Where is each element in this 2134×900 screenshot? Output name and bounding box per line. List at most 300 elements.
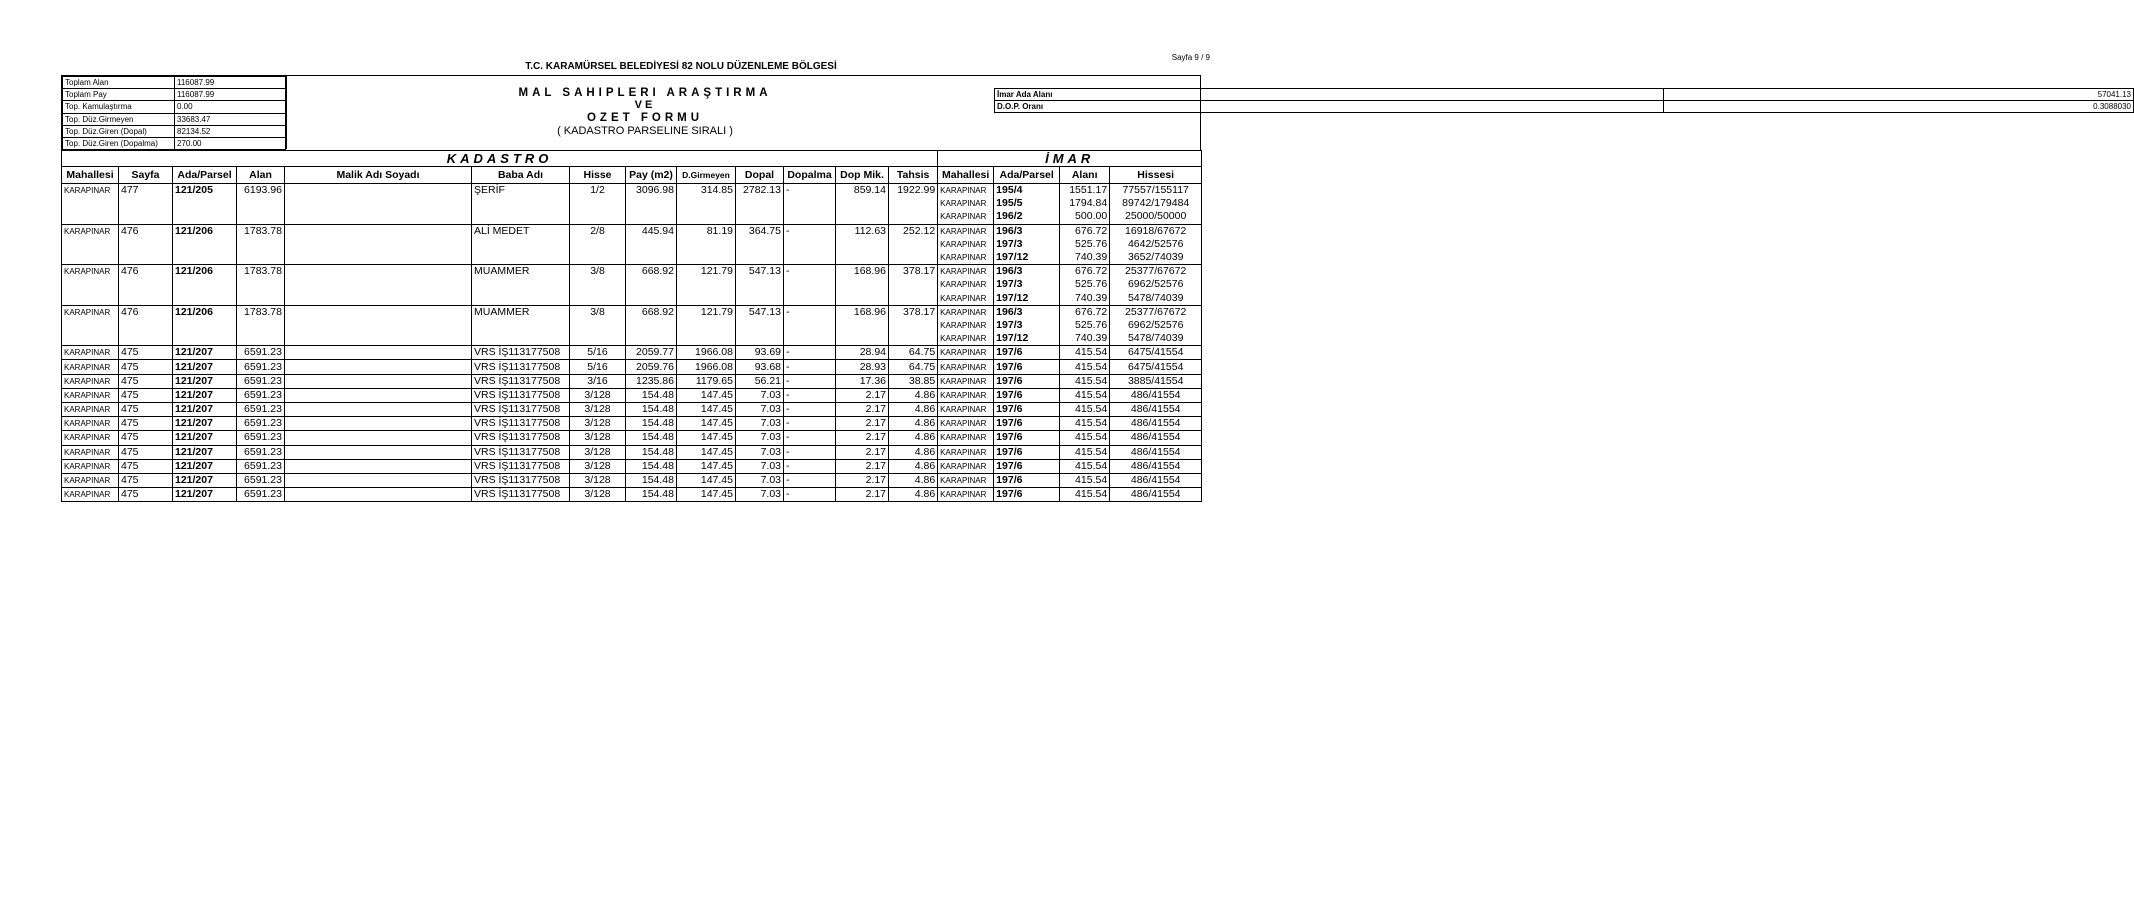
table-cell: 7.03 [736, 431, 784, 445]
table-cell: KARAPINAR [62, 473, 119, 487]
table-cell: 486/41554 [1110, 459, 1202, 473]
table-row [62, 224, 1202, 238]
table-cell [285, 332, 472, 346]
column-header: Ada/Parsel [994, 167, 1060, 184]
table-cell: KARAPINAR [938, 346, 994, 360]
table-cell [889, 332, 938, 346]
table-cell: 121/205 [173, 184, 237, 198]
table-cell: 475 [119, 488, 173, 502]
table-row [62, 459, 1202, 473]
table-cell: 3/128 [570, 388, 626, 402]
table-cell: - [784, 224, 836, 238]
table-cell: KARAPINAR [62, 488, 119, 502]
table-cell [736, 319, 784, 332]
table-cell [570, 319, 626, 332]
table-cell [285, 459, 472, 473]
table-row [62, 332, 1202, 346]
table-cell: 195/4 [994, 184, 1060, 198]
table-cell: 500.00 [1060, 210, 1110, 224]
table-cell [736, 197, 784, 210]
table-cell [285, 278, 472, 291]
table-cell: 676.72 [1060, 265, 1110, 279]
table-cell: 2.17 [836, 488, 889, 502]
table-cell: 154.48 [626, 388, 677, 402]
table-cell [889, 210, 938, 224]
table-cell: 197/6 [994, 346, 1060, 360]
table-cell [285, 224, 472, 238]
table-cell: 475 [119, 459, 173, 473]
table-cell: 121/207 [173, 346, 237, 360]
table-cell: KARAPINAR [62, 431, 119, 445]
table-cell: - [784, 346, 836, 360]
table-cell: - [784, 388, 836, 402]
form-title-line2: VE [634, 99, 656, 111]
table-cell: 121/206 [173, 305, 237, 319]
column-header: Hissesi [1110, 167, 1202, 184]
table-cell [677, 278, 736, 291]
table-cell: 668.92 [626, 265, 677, 279]
table-cell: KARAPINAR [938, 224, 994, 238]
table-cell: 5478/74039 [1110, 292, 1202, 306]
table-cell: - [784, 488, 836, 502]
column-header: Sayfa [119, 167, 173, 184]
table-cell: - [784, 374, 836, 388]
table-cell [237, 251, 285, 265]
table-cell: 415.54 [1060, 403, 1110, 417]
column-header: Alanı [1060, 167, 1110, 184]
table-cell: KARAPINAR [938, 265, 994, 279]
table-cell [570, 292, 626, 306]
table-cell [285, 238, 472, 251]
table-cell: 5/16 [570, 360, 626, 374]
table-row [62, 319, 1202, 332]
table-cell: 475 [119, 360, 173, 374]
table-cell: MUAMMER [472, 305, 570, 319]
table-cell: 3/128 [570, 403, 626, 417]
table-cell: 121/207 [173, 445, 237, 459]
page-number: Sayfa 9 / 9 [1171, 53, 1210, 62]
table-cell: 2059.77 [626, 346, 677, 360]
table-cell: 197/6 [994, 431, 1060, 445]
table-cell [889, 197, 938, 210]
table-cell: 154.48 [626, 459, 677, 473]
column-header: Tahsis [889, 167, 938, 184]
table-cell: 168.96 [836, 305, 889, 319]
table-cell: 378.17 [889, 265, 938, 279]
table-cell: - [784, 305, 836, 319]
table-cell: KARAPINAR [62, 346, 119, 360]
table-cell [784, 332, 836, 346]
table-cell: 475 [119, 417, 173, 431]
table-cell: 4.86 [889, 403, 938, 417]
table-cell [626, 197, 677, 210]
table-cell: 121/207 [173, 360, 237, 374]
table-cell: 121.79 [677, 265, 736, 279]
table-cell [119, 292, 173, 306]
table-cell: 6591.23 [237, 445, 285, 459]
table-cell [237, 238, 285, 251]
column-header: Mahallesi [938, 167, 994, 184]
totals-label: Top. Düz.Girmeyen [63, 113, 175, 125]
table-cell [237, 197, 285, 210]
table-row [62, 445, 1202, 459]
table-cell [285, 360, 472, 374]
table-cell: 6475/41554 [1110, 346, 1202, 360]
table-cell: 168.96 [836, 265, 889, 279]
table-cell: 3096.98 [626, 184, 677, 198]
summary-header [61, 75, 2131, 150]
table-cell: 1783.78 [237, 224, 285, 238]
table-cell [784, 238, 836, 251]
report-form [61, 75, 2131, 502]
table-cell [285, 210, 472, 224]
table-cell: VRS İŞ113177508 [472, 346, 570, 360]
table-cell: 4.86 [889, 473, 938, 487]
table-cell: 121/207 [173, 473, 237, 487]
table-cell: 1551.17 [1060, 184, 1110, 198]
table-cell [173, 319, 237, 332]
totals-row [63, 113, 286, 125]
table-cell: KARAPINAR [938, 210, 994, 224]
form-title-line3: OZET FORMU [586, 112, 704, 124]
table-row [62, 488, 1202, 502]
table-cell: 154.48 [626, 488, 677, 502]
table-cell: 486/41554 [1110, 417, 1202, 431]
table-cell: 3/128 [570, 473, 626, 487]
table-cell [889, 238, 938, 251]
table-cell [836, 332, 889, 346]
table-cell: 121/206 [173, 224, 237, 238]
table-cell [62, 210, 119, 224]
table-cell: 121/207 [173, 417, 237, 431]
table-cell: KARAPINAR [938, 403, 994, 417]
table-cell: 415.54 [1060, 360, 1110, 374]
totals-value: 33683.47 [175, 113, 286, 125]
table-cell [285, 403, 472, 417]
column-header: D.Girmeyen [677, 167, 736, 184]
table-cell: VRS İŞ113177508 [472, 360, 570, 374]
table-cell: KARAPINAR [938, 374, 994, 388]
totals-row [63, 77, 286, 89]
table-cell: 112.63 [836, 224, 889, 238]
table-cell [472, 332, 570, 346]
totals-value: 116087.99 [175, 89, 286, 101]
table-cell [285, 319, 472, 332]
table-cell: - [784, 403, 836, 417]
table-cell: 1179.65 [677, 374, 736, 388]
table-cell [119, 319, 173, 332]
table-cell [62, 319, 119, 332]
table-cell [237, 278, 285, 291]
table-row [62, 251, 1202, 265]
column-header: Dop Mik. [836, 167, 889, 184]
table-cell: 154.48 [626, 403, 677, 417]
column-header: Baba Adı [472, 167, 570, 184]
table-cell: KARAPINAR [938, 197, 994, 210]
document-title: T.C. KARAMÜRSEL BELEDİYESİ 82 NOLU DÜZENLEME BÖLGESİ [525, 61, 837, 72]
table-cell: 1235.86 [626, 374, 677, 388]
table-cell: KARAPINAR [938, 360, 994, 374]
table-cell: 64.75 [889, 346, 938, 360]
table-cell: 197/6 [994, 388, 1060, 402]
table-cell: 7.03 [736, 459, 784, 473]
table-cell: 154.48 [626, 473, 677, 487]
table-cell: ŞERİF [472, 184, 570, 198]
table-cell [285, 251, 472, 265]
table-cell: 6591.23 [237, 374, 285, 388]
table-cell: 197/3 [994, 278, 1060, 291]
table-cell: 415.54 [1060, 473, 1110, 487]
table-cell [173, 210, 237, 224]
table-cell: 7.03 [736, 388, 784, 402]
table-cell: KARAPINAR [62, 417, 119, 431]
form-title-line1: MAL SAHIPLERI ARAŞTIRMA [518, 87, 772, 99]
table-cell: 1783.78 [237, 305, 285, 319]
table-row [62, 210, 1202, 224]
table-cell: 2782.13 [736, 184, 784, 198]
table-cell: 475 [119, 346, 173, 360]
table-cell: 676.72 [1060, 305, 1110, 319]
table-cell [677, 210, 736, 224]
imar-summary-value: 57041.13 [1664, 89, 2134, 101]
table-cell: 25377/67672 [1110, 305, 1202, 319]
table-cell: 147.45 [677, 388, 736, 402]
table-cell: 195/5 [994, 197, 1060, 210]
table-cell: 1966.08 [677, 360, 736, 374]
table-cell [62, 292, 119, 306]
table-cell: KARAPINAR [938, 388, 994, 402]
table-cell: KARAPINAR [938, 319, 994, 332]
section-imar: İMAR [938, 151, 1202, 167]
table-cell: 197/12 [994, 251, 1060, 265]
table-cell: 147.45 [677, 473, 736, 487]
table-cell: - [784, 459, 836, 473]
table-cell [626, 292, 677, 306]
table-cell: 147.45 [677, 488, 736, 502]
table-cell [784, 278, 836, 291]
column-header: Alan [237, 167, 285, 184]
table-cell: KARAPINAR [938, 473, 994, 487]
table-cell: 364.75 [736, 224, 784, 238]
table-row [62, 473, 1202, 487]
table-cell: KARAPINAR [938, 251, 994, 265]
table-cell [173, 251, 237, 265]
table-cell: 4.86 [889, 459, 938, 473]
table-cell [237, 332, 285, 346]
totals-row [63, 138, 286, 150]
table-cell: 1/2 [570, 184, 626, 198]
table-cell: 3/128 [570, 488, 626, 502]
table-row [62, 417, 1202, 431]
table-cell: 3/16 [570, 374, 626, 388]
totals-label: Top. Kamulaştırma [63, 101, 175, 113]
table-cell [836, 197, 889, 210]
imar-summary-table [994, 88, 2134, 113]
table-cell: 147.45 [677, 431, 736, 445]
table-cell: 93.69 [736, 346, 784, 360]
table-row [62, 374, 1202, 388]
table-cell: 1922.99 [889, 184, 938, 198]
table-cell: 154.48 [626, 417, 677, 431]
table-cell: 3/128 [570, 445, 626, 459]
table-cell: 475 [119, 445, 173, 459]
table-cell: 25000/50000 [1110, 210, 1202, 224]
table-cell [472, 197, 570, 210]
totals-value: 0.00 [175, 101, 286, 113]
table-cell: 477 [119, 184, 173, 198]
table-cell: - [784, 473, 836, 487]
table-cell: 6591.23 [237, 388, 285, 402]
table-cell: 7.03 [736, 488, 784, 502]
table-cell: KARAPINAR [938, 278, 994, 291]
table-cell [784, 251, 836, 265]
table-cell [285, 388, 472, 402]
table-cell: 1966.08 [677, 346, 736, 360]
table-cell: 38.85 [889, 374, 938, 388]
table-cell: 121/207 [173, 374, 237, 388]
column-header: Dopalma [784, 167, 836, 184]
table-cell: 196/2 [994, 210, 1060, 224]
table-cell: 4.86 [889, 388, 938, 402]
table-cell: 475 [119, 388, 173, 402]
table-cell: 7.03 [736, 417, 784, 431]
table-cell: 147.45 [677, 403, 736, 417]
table-cell: 28.93 [836, 360, 889, 374]
table-cell: 486/41554 [1110, 473, 1202, 487]
table-cell [62, 251, 119, 265]
table-cell [285, 417, 472, 431]
table-cell: 2.17 [836, 417, 889, 431]
table-cell: 2.17 [836, 388, 889, 402]
table-cell: KARAPINAR [938, 445, 994, 459]
table-cell: 197/12 [994, 332, 1060, 346]
table-cell: 415.54 [1060, 488, 1110, 502]
table-cell: 2.17 [836, 473, 889, 487]
table-cell: 6591.23 [237, 488, 285, 502]
table-cell: MUAMMER [472, 265, 570, 279]
table-cell: 2/8 [570, 224, 626, 238]
table-cell [285, 265, 472, 279]
table-cell: VRS İŞ113177508 [472, 473, 570, 487]
table-row [62, 197, 1202, 210]
table-cell [62, 278, 119, 291]
table-cell [285, 305, 472, 319]
table-cell [472, 238, 570, 251]
table-cell [285, 488, 472, 502]
table-cell: 740.39 [1060, 292, 1110, 306]
table-cell: 17.36 [836, 374, 889, 388]
table-cell: 415.54 [1060, 417, 1110, 431]
table-cell [570, 278, 626, 291]
table-cell: 1783.78 [237, 265, 285, 279]
table-cell: 547.13 [736, 265, 784, 279]
table-cell [836, 292, 889, 306]
table-cell: 859.14 [836, 184, 889, 198]
table-cell [119, 278, 173, 291]
table-cell: KARAPINAR [62, 360, 119, 374]
table-cell: 314.85 [677, 184, 736, 198]
section-kadastro: KADASTRO [62, 151, 938, 167]
table-cell [889, 251, 938, 265]
table-cell: VRS İŞ113177508 [472, 459, 570, 473]
table-cell [472, 210, 570, 224]
table-cell [173, 197, 237, 210]
table-cell: 1794.84 [1060, 197, 1110, 210]
table-cell: 197/6 [994, 417, 1060, 431]
table-cell: 6962/52576 [1110, 319, 1202, 332]
table-cell [119, 210, 173, 224]
column-header: Ada/Parsel [173, 167, 237, 184]
table-cell [119, 332, 173, 346]
table-cell: 6193.96 [237, 184, 285, 198]
table-cell: KARAPINAR [938, 332, 994, 346]
table-cell: 415.54 [1060, 459, 1110, 473]
table-cell [173, 238, 237, 251]
table-cell: - [784, 431, 836, 445]
table-cell: KARAPINAR [938, 238, 994, 251]
table-cell: 121/207 [173, 431, 237, 445]
totals-label: Toplam Alan [63, 77, 175, 89]
table-cell: 4.86 [889, 488, 938, 502]
table-cell [285, 292, 472, 306]
table-cell: VRS İŞ113177508 [472, 374, 570, 388]
table-cell: 3/128 [570, 431, 626, 445]
imar-summary-label: İmar Ada Alanı [995, 89, 1664, 101]
table-cell [237, 292, 285, 306]
table-cell [889, 292, 938, 306]
table-cell [285, 445, 472, 459]
table-cell: KARAPINAR [938, 305, 994, 319]
table-cell [677, 197, 736, 210]
table-row [62, 346, 1202, 360]
table-cell: 93.68 [736, 360, 784, 374]
table-cell: 154.48 [626, 431, 677, 445]
table-cell [285, 346, 472, 360]
column-header: Malik Adı Soyadı [285, 167, 472, 184]
table-cell: 25377/67672 [1110, 265, 1202, 279]
table-cell [119, 197, 173, 210]
ownership-table [61, 150, 1202, 502]
table-cell: KARAPINAR [938, 417, 994, 431]
table-cell: 7.03 [736, 473, 784, 487]
totals-label: Toplam Pay [63, 89, 175, 101]
table-cell: 415.54 [1060, 346, 1110, 360]
table-cell: KARAPINAR [938, 459, 994, 473]
table-cell: 547.13 [736, 305, 784, 319]
totals-label: Top. Düz.Giren (Dopalma) [63, 138, 175, 150]
table-cell [736, 251, 784, 265]
column-header: Mahallesi [62, 167, 119, 184]
table-cell: KARAPINAR [62, 445, 119, 459]
table-cell [570, 210, 626, 224]
table-cell [626, 278, 677, 291]
form-title-block [286, 76, 1003, 149]
form-subtitle: ( KADASTRO PARSELINE SIRALI ) [557, 125, 733, 137]
table-cell: 415.54 [1060, 388, 1110, 402]
table-cell: 668.92 [626, 305, 677, 319]
imar-summary-row [995, 89, 2134, 101]
table-cell: 147.45 [677, 459, 736, 473]
table-cell: 676.72 [1060, 224, 1110, 238]
table-cell: - [784, 184, 836, 198]
table-cell: 475 [119, 473, 173, 487]
table-cell [285, 431, 472, 445]
table-cell: 6591.23 [237, 459, 285, 473]
table-cell: - [784, 265, 836, 279]
table-cell: 740.39 [1060, 332, 1110, 346]
table-cell: 147.45 [677, 417, 736, 431]
table-cell: 197/6 [994, 488, 1060, 502]
